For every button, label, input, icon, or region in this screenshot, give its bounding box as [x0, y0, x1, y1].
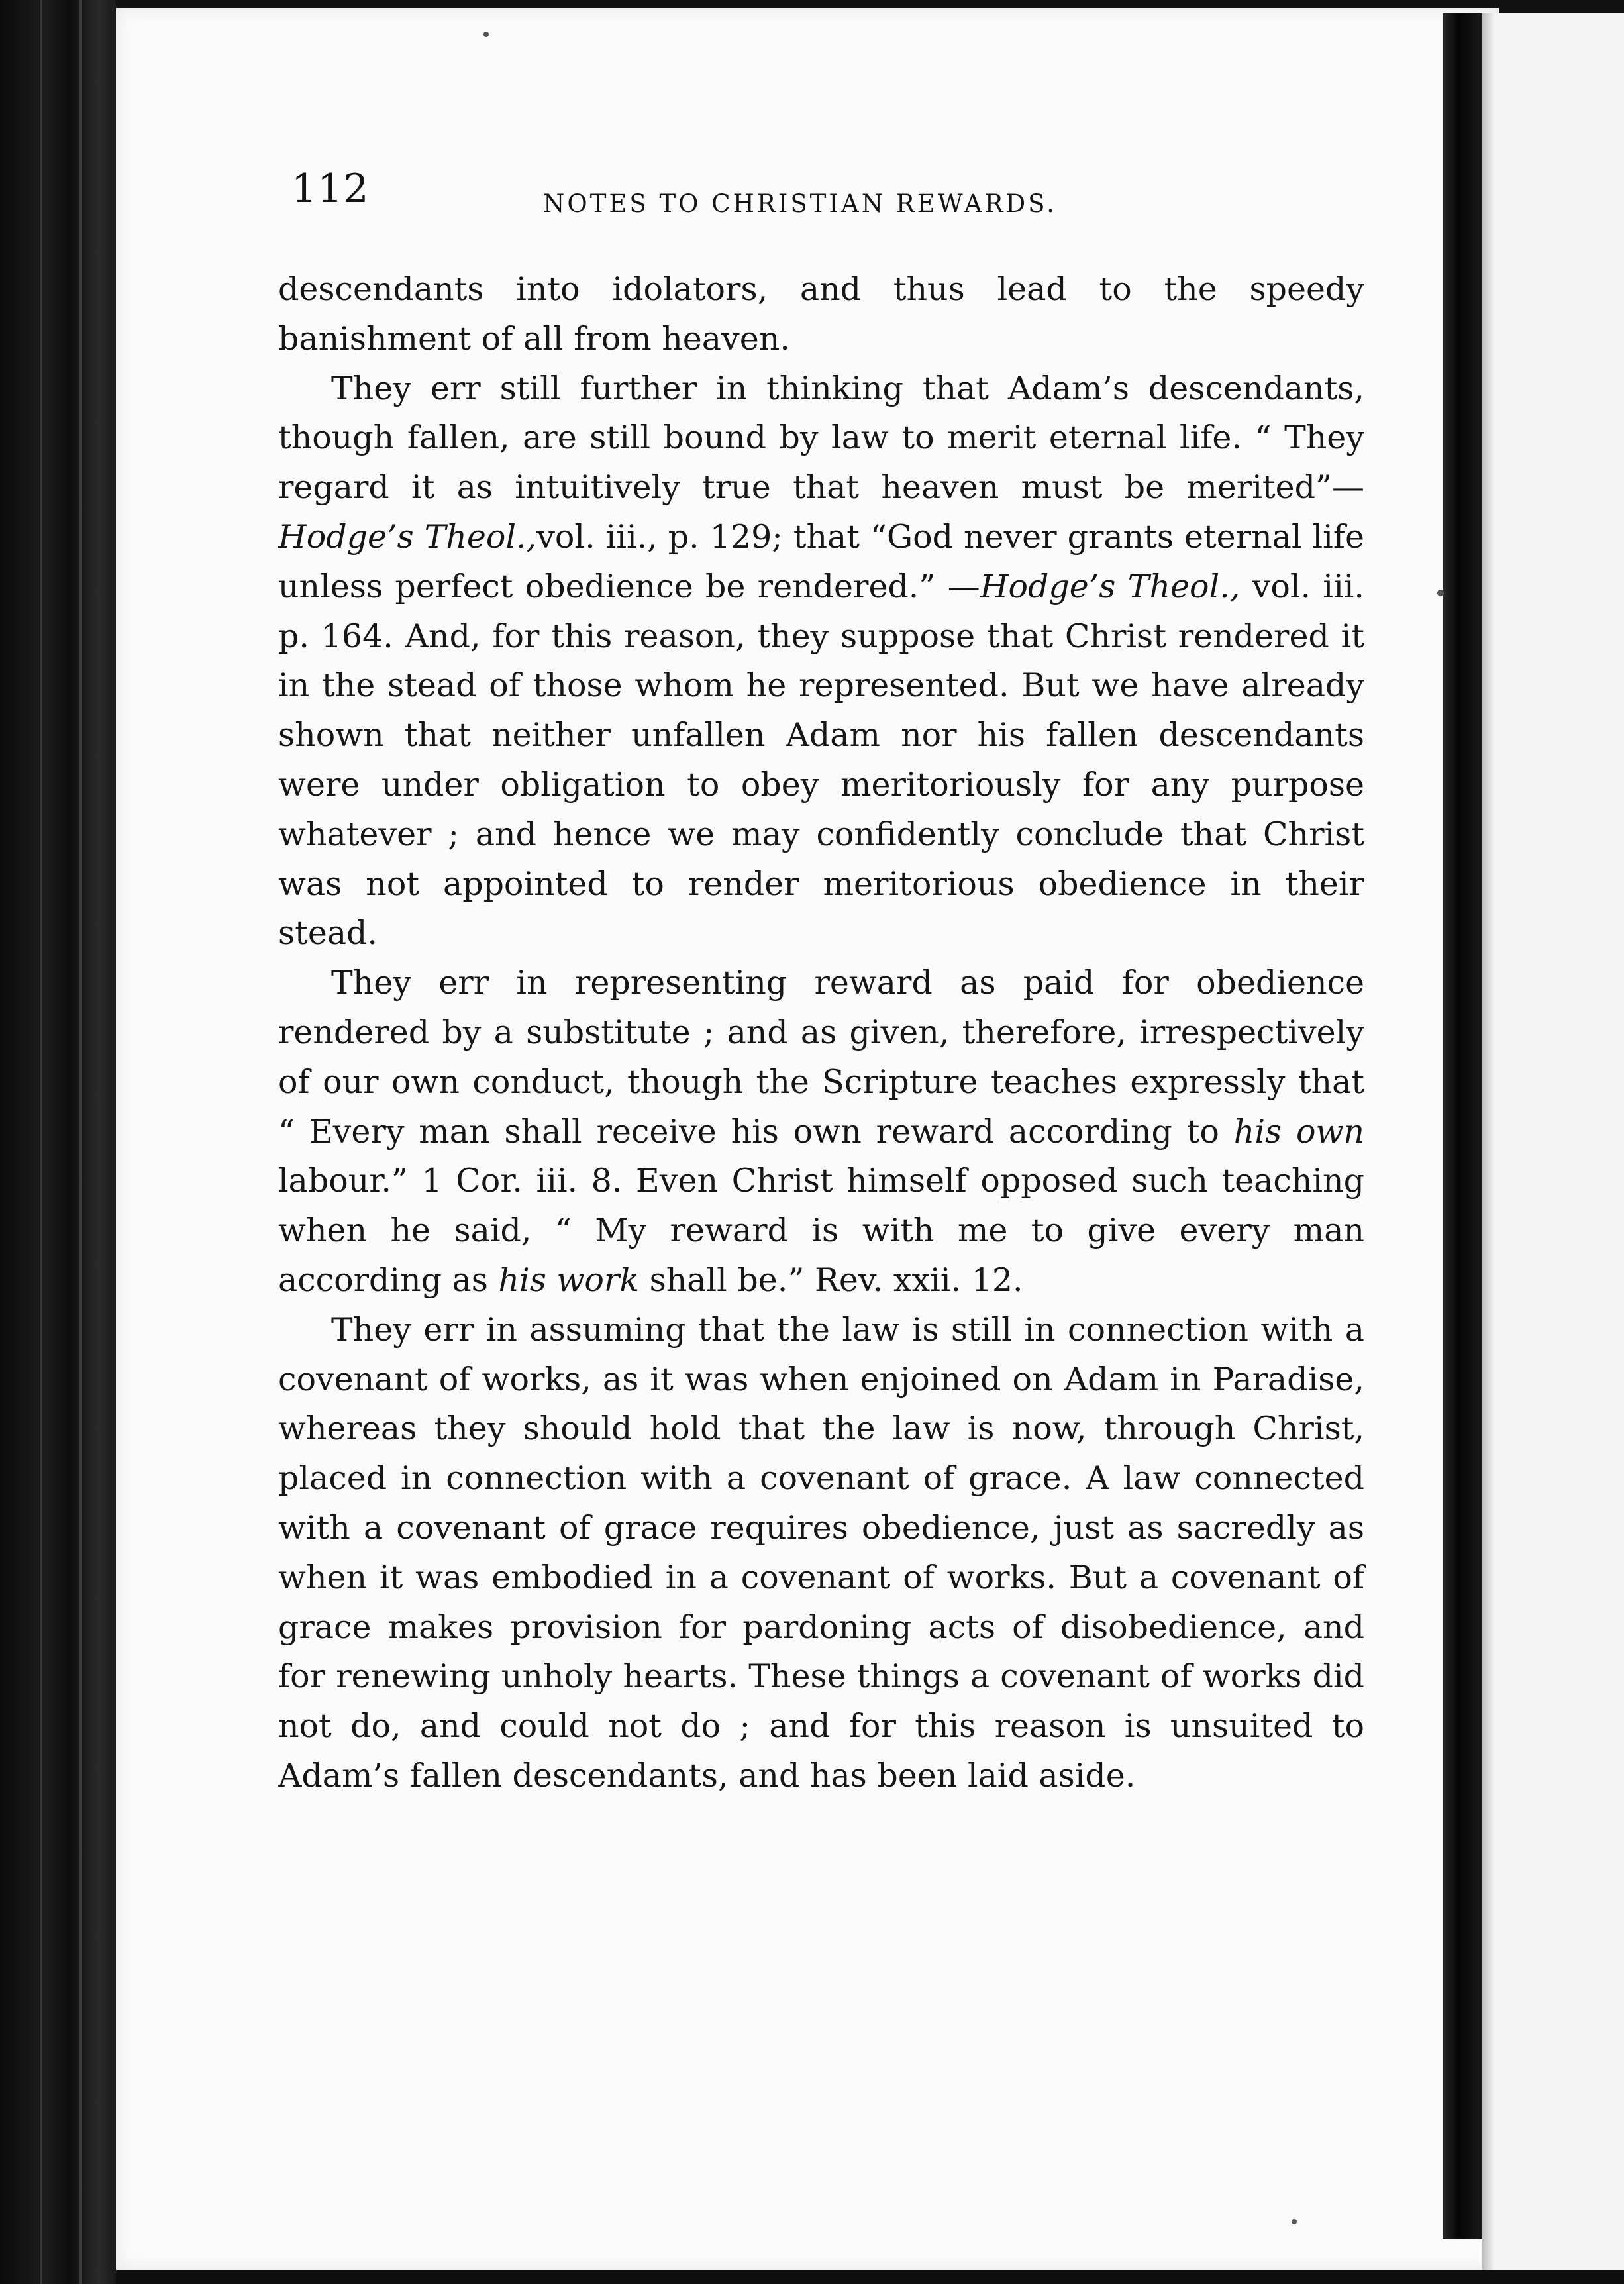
running-title: NOTES TO CHRISTIAN REWARDS.	[543, 189, 1057, 218]
text-run: They err in assuming that the law is still in connection with a covenant of works, as it was when enjoined on Adam in Paradise, whereas they should hold that the law is now, through Christ, placed in connection with a covenant of grace. A law connected with a covenant of grace requires obedience, just as sacredly as when it was embodied in a covenant of works. But a covenant of grace makes provision for pardoning acts of disobedience, and for renewing unholy hearts. These things a covenant of works did not do, and could not do ; and for this reason is unsuited to Adam’s fallen descendants, and has been laid aside.	[278, 1310, 1364, 1794]
page-number: 112	[291, 166, 370, 212]
page-gutter	[1443, 13, 1482, 2239]
text-run: vol. iii. p. 164. And, for this reason, they suppose that Christ rendered it in the stead of those whom he represented. But we have already shown that neither unfallen Adam nor his fallen descendants were under obligation to obey meritoriously for any purpose whatever ; and hence we may confidently conclude that Christ was not appointed to render meritorious obedience in their stead.	[278, 567, 1365, 953]
binding-stripe	[40, 0, 42, 2284]
text-run: descendants into idolators, and thus lead to the speedy banishment of all from heaven.	[278, 270, 1364, 358]
text-run: vol. iii., p. 129; that “God never grants eternal life unless perfect obedience be rendered.” —	[278, 517, 1364, 605]
text-run: shall be.” Rev. xxii. 12.	[639, 1261, 1023, 1299]
binding-stripe	[79, 0, 82, 2284]
paragraph	[278, 959, 1364, 1306]
text-run: They err still further in thinking that Adam’s descendants, though fallen, are still bound by law to merit eternal life. “ They regard it as intuitively true that heaven must be merited”—	[278, 369, 1364, 507]
italic-citation: Hodge’s Theol.,	[980, 567, 1241, 605]
body-text	[278, 265, 1364, 1801]
text-run: labour.” 1 Cor. iii. 8. Even Christ himself opposed such teaching when he said, “ My reward is with me to give every man according as	[278, 1162, 1364, 1299]
scan-speck	[1437, 590, 1444, 596]
paragraph	[278, 364, 1364, 959]
scan-speck	[1292, 2219, 1297, 2224]
book-binding-left	[0, 0, 116, 2284]
text-run: They err in representing reward as paid for obedience rendered by a substitute ; and as given, therefore, irrespectively of our own conduct, though the Scripture teaches expressly that “ Every man shall receive his own reward according to	[278, 964, 1364, 1151]
page-edge-shadow	[1482, 13, 1494, 2284]
page-header	[291, 166, 1378, 232]
italic-citation: his own	[1233, 1112, 1364, 1151]
italic-citation: his work	[498, 1261, 640, 1299]
adjacent-page-edge	[1482, 13, 1624, 2284]
scan-bottom-border	[116, 2270, 1624, 2284]
paragraph	[278, 1306, 1364, 1801]
paragraph	[278, 265, 1364, 364]
scan-speck	[483, 32, 489, 37]
italic-citation: Hodge’s Theol.,	[278, 517, 537, 556]
